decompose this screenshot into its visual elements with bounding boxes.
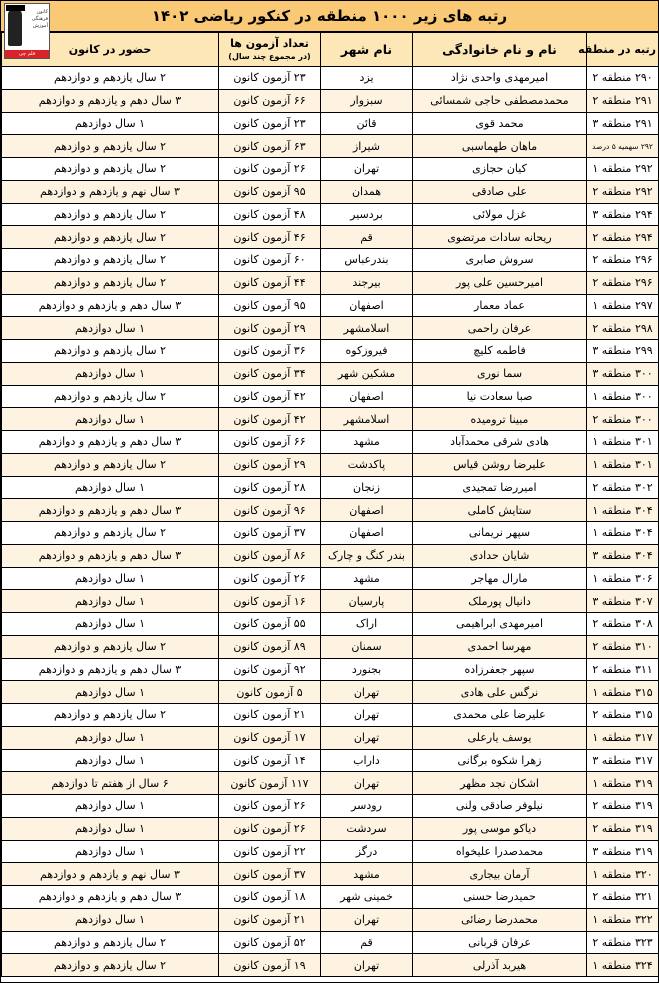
presence-cell: ۲ سال یازدهم و دوازدهم <box>2 522 219 545</box>
ranking-table <box>1 32 659 977</box>
presence-cell: ۶ سال از هفتم تا دوازدهم <box>2 772 219 795</box>
presence-cell: ۱ سال دوازدهم <box>2 726 219 749</box>
exams-cell: ۴۴ آزمون کانون <box>219 271 321 294</box>
table-row <box>2 886 659 909</box>
header-exams <box>219 33 321 67</box>
exams-cell: ۶۰ آزمون کانون <box>219 249 321 272</box>
exams-cell: ۲۱ آزمون کانون <box>219 704 321 727</box>
exams-cell: ۴۶ آزمون کانون <box>219 226 321 249</box>
city-cell: اصفهان <box>321 499 413 522</box>
graduate-figure-icon <box>8 8 22 46</box>
exams-cell: ۹۶ آزمون کانون <box>219 499 321 522</box>
exams-cell: ۲۲ آزمون کانون <box>219 840 321 863</box>
exams-cell: ۶۶ آزمون کانون <box>219 89 321 112</box>
name-cell: علیرضا روشن قیاس <box>413 453 587 476</box>
rank-cell: ۲۹۲ منطقه ۲ <box>587 180 659 203</box>
rank-cell: ۳۰۸ منطقه ۲ <box>587 613 659 636</box>
presence-cell: ۲ سال یازدهم و دوازدهم <box>2 67 219 90</box>
presence-cell: ۱ سال دوازدهم <box>2 681 219 704</box>
name-cell: زهرا شکوه برگانی <box>413 749 587 772</box>
table-row <box>2 408 659 431</box>
table-row <box>2 658 659 681</box>
name-cell: عرفان راحمی <box>413 317 587 340</box>
exams-cell: ۲۳ آزمون کانون <box>219 112 321 135</box>
city-cell: رودسر <box>321 795 413 818</box>
rank-cell: ۳۰۰ منطقه ۱ <box>587 385 659 408</box>
city-cell: اصفهان <box>321 294 413 317</box>
name-cell: یوسف یارعلی <box>413 726 587 749</box>
table-row <box>2 112 659 135</box>
table-row <box>2 635 659 658</box>
city-cell: بندر کنگ و چارک <box>321 544 413 567</box>
rank-cell: ۳۰۴ منطقه ۳ <box>587 544 659 567</box>
table-row <box>2 362 659 385</box>
rank-cell: ۳۰۰ منطقه ۳ <box>587 362 659 385</box>
presence-cell: ۲ سال یازدهم و دوازدهم <box>2 249 219 272</box>
name-cell: محمد قوی <box>413 112 587 135</box>
presence-cell: ۱ سال دوازدهم <box>2 590 219 613</box>
rank-cell: ۲۹۱ منطقه ۲ <box>587 89 659 112</box>
city-cell: اراک <box>321 613 413 636</box>
name-cell: امیررضا تمجیدی <box>413 476 587 499</box>
city-cell: مشهد <box>321 567 413 590</box>
table-row <box>2 863 659 886</box>
city-cell: اصفهان <box>321 522 413 545</box>
exams-cell: ۸۶ آزمون کانون <box>219 544 321 567</box>
rank-cell: ۲۹۱ منطقه ۳ <box>587 112 659 135</box>
city-cell: بیرجند <box>321 271 413 294</box>
city-cell: تهران <box>321 158 413 181</box>
rank-cell: ۲۹۷ منطقه ۱ <box>587 294 659 317</box>
name-cell: امیرمهدی واحدی نژاد <box>413 67 587 90</box>
city-cell: همدان <box>321 180 413 203</box>
name-cell: مارال مهاجر <box>413 567 587 590</box>
table-row <box>2 840 659 863</box>
city-cell: مشهد <box>321 863 413 886</box>
presence-cell: ۱ سال دوازدهم <box>2 613 219 636</box>
table-row <box>2 158 659 181</box>
rank-cell: ۳۱۱ منطقه ۲ <box>587 658 659 681</box>
presence-cell: ۳ سال دهم و یازدهم و دوازدهم <box>2 886 219 909</box>
rank-cell: ۳۰۴ منطقه ۱ <box>587 522 659 545</box>
exams-cell: ۱۶ آزمون کانون <box>219 590 321 613</box>
city-cell: قم <box>321 931 413 954</box>
rank-cell: ۲۹۲ منطقه ۱ <box>587 158 659 181</box>
name-cell: ماهان طهماسبی <box>413 135 587 158</box>
presence-cell: ۳ سال دهم و یازدهم و دوازدهم <box>2 658 219 681</box>
rank-cell: ۳۰۱ منطقه ۱ <box>587 453 659 476</box>
exams-cell: ۲۱ آزمون کانون <box>219 908 321 931</box>
graduation-cap-icon <box>6 5 25 11</box>
city-cell: مشهد <box>321 431 413 454</box>
name-cell: سما نوری <box>413 362 587 385</box>
presence-cell: ۳ سال نهم و یازدهم و دوازدهم <box>2 863 219 886</box>
logo-band: قلم چی <box>5 50 49 58</box>
city-cell: تهران <box>321 908 413 931</box>
rank-cell: ۲۹۲ سهمیه ۵ درصد <box>587 135 659 158</box>
rank-cell: ۳۲۱ منطقه ۲ <box>587 886 659 909</box>
presence-cell: ۲ سال یازدهم و دوازدهم <box>2 385 219 408</box>
city-cell: سبزوار <box>321 89 413 112</box>
city-cell: قائن <box>321 112 413 135</box>
presence-cell: ۱ سال دوازدهم <box>2 408 219 431</box>
table-row <box>2 931 659 954</box>
exams-cell: ۸۹ آزمون کانون <box>219 635 321 658</box>
city-cell: اسلامشهر <box>321 408 413 431</box>
rank-cell: ۳۰۶ منطقه ۱ <box>587 567 659 590</box>
exams-cell: ۶۶ آزمون کانون <box>219 431 321 454</box>
table-row <box>2 385 659 408</box>
table-row <box>2 226 659 249</box>
exams-cell: ۵ آزمون کانون <box>219 681 321 704</box>
city-cell: درگز <box>321 840 413 863</box>
presence-cell: ۱ سال دوازدهم <box>2 749 219 772</box>
rank-cell: ۳۰۱ منطقه ۱ <box>587 431 659 454</box>
rank-cell: ۳۱۹ منطقه ۱ <box>587 772 659 795</box>
table-row <box>2 499 659 522</box>
rank-cell: ۳۰۴ منطقه ۱ <box>587 499 659 522</box>
exams-cell: ۲۹ آزمون کانون <box>219 317 321 340</box>
table-row <box>2 772 659 795</box>
page-title: رتبه های زیر ۱۰۰۰ منطقه در کنکور ریاضی ۱۴۰۲ <box>1 1 658 32</box>
presence-cell: ۲ سال یازدهم و دوازدهم <box>2 340 219 363</box>
city-cell: تهران <box>321 726 413 749</box>
presence-cell: ۲ سال یازدهم و دوازدهم <box>2 203 219 226</box>
city-cell: تهران <box>321 954 413 977</box>
name-cell: آرمان بیجاری <box>413 863 587 886</box>
exams-cell: ۲۳ آزمون کانون <box>219 67 321 90</box>
table-row <box>2 67 659 90</box>
presence-cell: ۱ سال دوازدهم <box>2 840 219 863</box>
name-cell: سروش صابری <box>413 249 587 272</box>
table-row <box>2 453 659 476</box>
header-name: نام و نام خانوادگی <box>413 33 587 67</box>
table-row <box>2 271 659 294</box>
exams-cell: ۳۷ آزمون کانون <box>219 863 321 886</box>
exams-cell: ۱۴ آزمون کانون <box>219 749 321 772</box>
rank-cell: ۲۹۹ منطقه ۳ <box>587 340 659 363</box>
rank-cell: ۳۱۵ منطقه ۲ <box>587 704 659 727</box>
presence-cell: ۱ سال دوازدهم <box>2 567 219 590</box>
exams-cell: ۲۶ آزمون کانون <box>219 567 321 590</box>
rank-cell: ۲۹۴ منطقه ۳ <box>587 203 659 226</box>
table-row <box>2 749 659 772</box>
presence-cell: ۲ سال یازدهم و دوازدهم <box>2 158 219 181</box>
exams-cell: ۴۸ آزمون کانون <box>219 203 321 226</box>
header-city: نام شهر <box>321 33 413 67</box>
presence-cell: ۳ سال دهم و یازدهم و دوازدهم <box>2 499 219 522</box>
rank-cell: ۳۱۹ منطقه ۲ <box>587 817 659 840</box>
exams-cell: ۱۷ آزمون کانون <box>219 726 321 749</box>
name-cell: فاطمه کلیچ <box>413 340 587 363</box>
table-row <box>2 317 659 340</box>
header-rank: رتبه در منطقه <box>587 33 659 67</box>
city-cell: تهران <box>321 681 413 704</box>
exams-cell: ۹۵ آزمون کانون <box>219 180 321 203</box>
name-cell: حمیدرضا حسنی <box>413 886 587 909</box>
presence-cell: ۱ سال دوازدهم <box>2 908 219 931</box>
presence-cell: ۱ سال دوازدهم <box>2 112 219 135</box>
rank-cell: ۳۱۷ منطقه ۱ <box>587 726 659 749</box>
exams-cell: ۲۶ آزمون کانون <box>219 795 321 818</box>
name-cell: مبینا ترومیده <box>413 408 587 431</box>
presence-cell: ۳ سال دهم و یازدهم و دوازدهم <box>2 89 219 112</box>
exams-cell: ۵۵ آزمون کانون <box>219 613 321 636</box>
table-row <box>2 476 659 499</box>
city-cell: سمنان <box>321 635 413 658</box>
exams-cell: ۲۶ آزمون کانون <box>219 158 321 181</box>
exams-cell: ۳۴ آزمون کانون <box>219 362 321 385</box>
name-cell: کیان حجازی <box>413 158 587 181</box>
city-cell: قم <box>321 226 413 249</box>
table-row <box>2 135 659 158</box>
header-exams-label: تعداد آزمون ها <box>230 36 309 50</box>
table-row <box>2 340 659 363</box>
city-cell: پاکدشت <box>321 453 413 476</box>
table-row <box>2 590 659 613</box>
table-row <box>2 567 659 590</box>
city-cell: زنجان <box>321 476 413 499</box>
rank-cell: ۳۱۰ منطقه ۲ <box>587 635 659 658</box>
name-cell: علی صادقی <box>413 180 587 203</box>
city-cell: بردسیر <box>321 203 413 226</box>
name-cell: مهرسا احمدی <box>413 635 587 658</box>
name-cell: اشکان نجد مظهر <box>413 772 587 795</box>
presence-cell: ۱ سال دوازدهم <box>2 362 219 385</box>
city-cell: پارسیان <box>321 590 413 613</box>
presence-cell: ۲ سال یازدهم و دوازدهم <box>2 135 219 158</box>
name-cell: محمدمصطفی حاجی شمسائی <box>413 89 587 112</box>
name-cell: ریحانه سادات مرتضوی <box>413 226 587 249</box>
table-row <box>2 726 659 749</box>
city-cell: سردشت <box>321 817 413 840</box>
name-cell: صبا سعادت نیا <box>413 385 587 408</box>
header-presence: حضور در کانون <box>2 33 219 67</box>
name-cell: غزل مولائی <box>413 203 587 226</box>
presence-cell: ۳ سال دهم و یازدهم و دوازدهم <box>2 294 219 317</box>
city-cell: تهران <box>321 772 413 795</box>
rank-cell: ۲۹۸ منطقه ۲ <box>587 317 659 340</box>
rank-cell: ۳۲۴ منطقه ۱ <box>587 954 659 977</box>
name-cell: امیرحسین علی پور <box>413 271 587 294</box>
rank-cell: ۲۹۴ منطقه ۲ <box>587 226 659 249</box>
name-cell: شایان حدادی <box>413 544 587 567</box>
name-cell: نیلوفر صادقی ولنی <box>413 795 587 818</box>
rank-cell: ۳۱۹ منطقه ۲ <box>587 795 659 818</box>
city-cell: بجنورد <box>321 658 413 681</box>
rank-cell: ۲۹۶ منطقه ۲ <box>587 249 659 272</box>
city-cell: اسلامشهر <box>321 317 413 340</box>
name-cell: هیربد آذرلی <box>413 954 587 977</box>
presence-cell: ۳ سال دهم و یازدهم و دوازدهم <box>2 431 219 454</box>
name-cell: علیرضا علی محمدی <box>413 704 587 727</box>
presence-cell: ۲ سال یازدهم و دوازدهم <box>2 271 219 294</box>
name-cell: دانیال پورملک <box>413 590 587 613</box>
exams-cell: ۲۶ آزمون کانون <box>219 817 321 840</box>
name-cell: نرگس علی هادی <box>413 681 587 704</box>
exams-cell: ۱۹ آزمون کانون <box>219 954 321 977</box>
city-cell: تهران <box>321 704 413 727</box>
rank-cell: ۳۰۰ منطقه ۲ <box>587 408 659 431</box>
exams-cell: ۳۷ آزمون کانون <box>219 522 321 545</box>
table-row <box>2 613 659 636</box>
rank-cell: ۳۱۹ منطقه ۳ <box>587 840 659 863</box>
table-row <box>2 795 659 818</box>
city-cell: خمینی شهر <box>321 886 413 909</box>
rank-cell: ۲۹۰ منطقه ۲ <box>587 67 659 90</box>
table-header-row <box>2 33 659 67</box>
presence-cell: ۲ سال یازدهم و دوازدهم <box>2 226 219 249</box>
city-cell: بندرعباس <box>321 249 413 272</box>
presence-cell: ۲ سال یازدهم و دوازدهم <box>2 954 219 977</box>
rank-cell: ۳۱۷ منطقه ۳ <box>587 749 659 772</box>
logo <box>4 3 50 59</box>
presence-cell: ۳ سال نهم و یازدهم و دوازدهم <box>2 180 219 203</box>
table-row <box>2 203 659 226</box>
presence-cell: ۱ سال دوازدهم <box>2 817 219 840</box>
name-cell: عماد معمار <box>413 294 587 317</box>
exams-cell: ۵۲ آزمون کانون <box>219 931 321 954</box>
presence-cell: ۱ سال دوازدهم <box>2 317 219 340</box>
exams-cell: ۳۶ آزمون کانون <box>219 340 321 363</box>
rank-cell: ۳۰۲ منطقه ۲ <box>587 476 659 499</box>
table-row <box>2 522 659 545</box>
name-cell: دیاکو موسی پور <box>413 817 587 840</box>
exams-cell: ۴۲ آزمون کانون <box>219 408 321 431</box>
presence-cell: ۲ سال یازدهم و دوازدهم <box>2 453 219 476</box>
presence-cell: ۱ سال دوازدهم <box>2 476 219 499</box>
presence-cell: ۱ سال دوازدهم <box>2 795 219 818</box>
table-row <box>2 704 659 727</box>
table-row <box>2 544 659 567</box>
name-cell: ستایش کاملی <box>413 499 587 522</box>
table-row <box>2 180 659 203</box>
exams-cell: ۹۵ آزمون کانون <box>219 294 321 317</box>
rank-cell: ۳۲۰ منطقه ۱ <box>587 863 659 886</box>
exams-cell: ۴۲ آزمون کانون <box>219 385 321 408</box>
rank-cell: ۳۱۵ منطقه ۱ <box>587 681 659 704</box>
exams-cell: ۲۹ آزمون کانون <box>219 453 321 476</box>
name-cell: محمدصدرا علیخواه <box>413 840 587 863</box>
presence-cell: ۲ سال یازدهم و دوازدهم <box>2 635 219 658</box>
name-cell: امیرمهدی ابراهیمی <box>413 613 587 636</box>
table-row <box>2 294 659 317</box>
presence-cell: ۲ سال یازدهم و دوازدهم <box>2 704 219 727</box>
table-row <box>2 908 659 931</box>
city-cell: مشکین شهر <box>321 362 413 385</box>
name-cell: محمدرضا رضائی <box>413 908 587 931</box>
name-cell: عرفان قربانی <box>413 931 587 954</box>
rank-cell: ۳۲۳ منطقه ۲ <box>587 931 659 954</box>
table-row <box>2 249 659 272</box>
city-cell: فیروزکوه <box>321 340 413 363</box>
header-exams-sub: (در مجموع چند سال) <box>228 51 311 61</box>
presence-cell: ۳ سال دهم و یازدهم و دوازدهم <box>2 544 219 567</box>
exams-cell: ۱۱۷ آزمون کانون <box>219 772 321 795</box>
name-cell: سپهر جعفرزاده <box>413 658 587 681</box>
exams-cell: ۹۲ آزمون کانون <box>219 658 321 681</box>
presence-cell: ۲ سال یازدهم و دوازدهم <box>2 931 219 954</box>
exams-cell: ۲۸ آزمون کانون <box>219 476 321 499</box>
city-cell: داراب <box>321 749 413 772</box>
table-row <box>2 431 659 454</box>
table-body <box>2 67 659 977</box>
table-row <box>2 817 659 840</box>
logo-text: کانون فرهنگی آموزش <box>31 9 48 29</box>
exams-cell: ۱۸ آزمون کانون <box>219 886 321 909</box>
rank-cell: ۳۰۷ منطقه ۳ <box>587 590 659 613</box>
rank-cell: ۳۲۲ منطقه ۱ <box>587 908 659 931</box>
city-cell: اصفهان <box>321 385 413 408</box>
name-cell: سپهر نریمانی <box>413 522 587 545</box>
table-row <box>2 681 659 704</box>
exams-cell: ۶۳ آزمون کانون <box>219 135 321 158</box>
table-row <box>2 89 659 112</box>
name-cell: هادی شرقی محمدآباد <box>413 431 587 454</box>
city-cell: شیراز <box>321 135 413 158</box>
table-row <box>2 954 659 977</box>
city-cell: یزد <box>321 67 413 90</box>
rank-cell: ۲۹۶ منطقه ۲ <box>587 271 659 294</box>
